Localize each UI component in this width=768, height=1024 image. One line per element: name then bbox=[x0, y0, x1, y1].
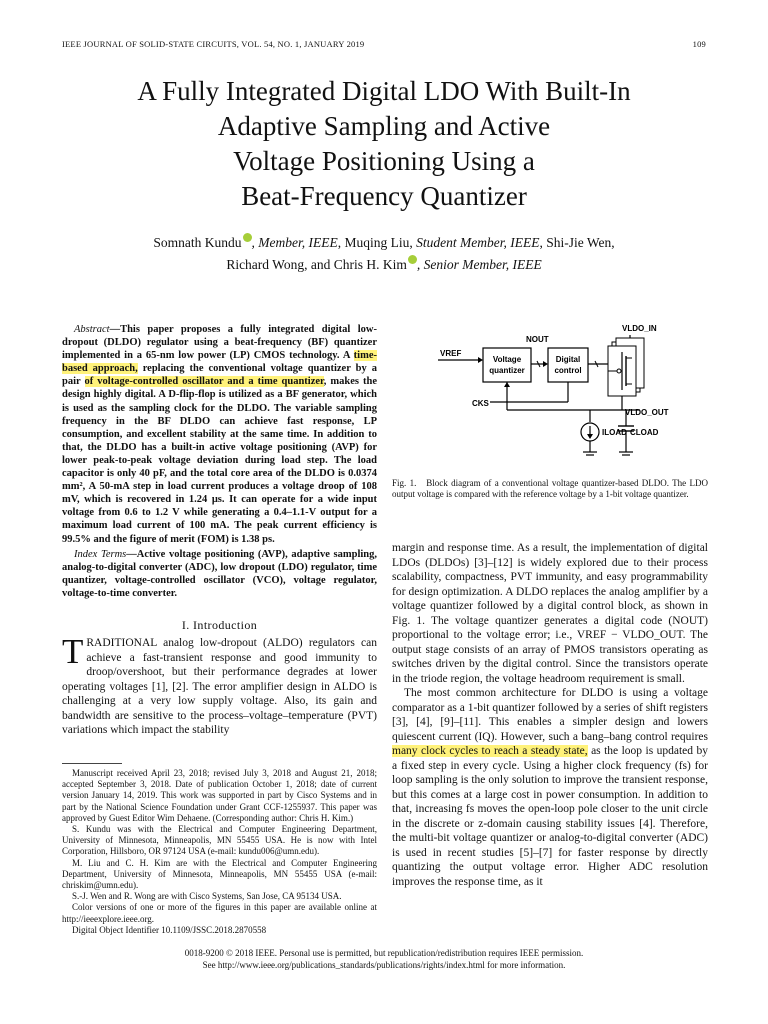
footnotes bbox=[62, 768, 377, 936]
abstract-label: Abstract bbox=[74, 324, 110, 335]
section-heading: I. Introduction bbox=[181, 618, 258, 632]
title-line: Voltage Positioning Using a bbox=[233, 146, 535, 176]
footnote: M. Liu and C. H. Kim are with the Electrical and Computer Engineering Department, University of Minnesota, Minneapolis, MN 55455 USA (e-mail: chriskim@umn.edu). bbox=[62, 857, 377, 891]
block-label: Digital bbox=[555, 355, 581, 364]
author-affiliation: , Senior Member, IEEE bbox=[416, 257, 542, 272]
right-column-text bbox=[392, 541, 708, 889]
orcid-icon[interactable] bbox=[243, 233, 252, 242]
footnote: Digital Object Identifier 10.1109/JSSC.2018.2870558 bbox=[72, 924, 267, 935]
figure-block-diagram bbox=[390, 318, 708, 478]
caption-label: Fig. 1. bbox=[392, 478, 417, 488]
author-name: Richard Wong, and Chris H. Kim bbox=[226, 257, 407, 272]
cload-label: CLOAD bbox=[630, 428, 659, 437]
page-number: 109 bbox=[692, 39, 706, 49]
intro-text: analog low-dropout (ALDO) regulators can achieve a fast-transient response and good immunity to droop/overshoot, but their performance degrades at lower operating voltages [1], [2]. The error amplifier design in ALDO is challenging at a very low supply voltage. Also, its gain and bandwidth are sensitive to the process–voltage–temperature (PVT) variations which impact the stability bbox=[62, 637, 377, 736]
permissions-line: See http://www.ieee.org/publications_standards/publications/rights/index.html for more information. bbox=[202, 959, 566, 970]
paper-title bbox=[0, 74, 768, 214]
author-affiliation: Student Member, IEEE bbox=[412, 235, 540, 250]
author-list bbox=[0, 232, 768, 276]
abstract-text: —This paper proposes a fully integrated digital low-dropout (DLDO) regulator using a beat-frequency (BF) quantizer implemented in a 65-nm low power (LP) CMOS technology. A bbox=[62, 324, 377, 362]
index-terms-text: —Active voltage positioning (AVP), adaptive sampling, analog-to-digital converter (ADC), low dropout (LDO) regulator, time quantizer, voltage-controlled oscillator (VCO), voltage regulator, voltage-to-time converter. bbox=[62, 548, 377, 599]
index-terms-label: Index Terms bbox=[74, 548, 127, 560]
author-affiliation: , Member, IEEE bbox=[251, 235, 338, 250]
footnote: Color versions of one or more of the figures in this paper are available online at http://ieeexplore.ieee.org. bbox=[62, 902, 377, 924]
block-label: control bbox=[554, 366, 582, 375]
paragraph: margin and response time. As a result, the implementation of digital LDOs (DLDOs) [3]–[12] is widely explored due to their process scalability, compactness, PVT immunity, and easy programmability for design optimization. A DLDO replaces the analog amplifier by a voltage quantizer followed by a digital control block, as shown in Fig. 1. The voltage quantizer generates a digital code (NOUT) proportional to the voltage error; i.e., VREF − VLDO_OUT. The output stage consists of an array of PMOS transistors operating as switches driven by the digital control. Since the transistors operate in the triode region, the voltage headroom requirement is small. bbox=[392, 542, 708, 685]
title-line: Beat-Frequency Quantizer bbox=[241, 181, 527, 211]
voltage-quantizer-block bbox=[483, 348, 531, 382]
orcid-icon[interactable] bbox=[408, 255, 417, 264]
intro-lead: RADITIONAL bbox=[86, 637, 157, 649]
running-header-journal: IEEE JOURNAL OF SOLID-STATE CIRCUITS, VOL. 54, NO. 1, JANUARY 2019 bbox=[62, 39, 365, 49]
nout-label: NOUT bbox=[526, 335, 549, 344]
author-name: , Shi-Jie Wen, bbox=[539, 235, 615, 250]
index-terms bbox=[62, 548, 377, 600]
footnote: Manuscript received April 23, 2018; revised July 3, 2018 and August 21, 2018; accepted September 3, 2018. Date of publication October 1, 2018; date of current version January 14, 2019. This work was supported in part by Cisco Systems and in part by the National Science Foundation under Grant CCF-1255937. This paper was approved by Guest Editor Wim Dehaene. (Corresponding author: Chris H. Kim.) bbox=[62, 768, 377, 823]
author-name: , Muqing Liu, bbox=[337, 235, 413, 250]
highlight: time-based approach, bbox=[62, 350, 377, 375]
copyright-line: 0018-9200 © 2018 IEEE. Personal use is permitted, but republication/redistribution requires IEEE permission. bbox=[184, 948, 584, 958]
figure-caption bbox=[392, 478, 708, 500]
digital-control-block bbox=[548, 348, 588, 382]
highlight: many clock cycles to reach a steady state, bbox=[392, 745, 588, 757]
title-line: Adaptive Sampling and Active bbox=[217, 111, 551, 141]
abstract-text: replacing the conventional voltage quantizer by a pair bbox=[62, 363, 377, 388]
iload-label: ILOAD bbox=[602, 428, 627, 437]
paragraph: The most common architecture for DLDO is using a voltage comparator as a 1-bit quantizer followed by a series of shift registers [3], [4], [9]–[11]. This enables a simpler design and lowers quiescent current (IQ). However, such a bang–bang control requires many clock cycles to reach a steady state, as the loop is updated by a fixed step in every cycle. Using a higher clock frequency (fs) for loop sampling is the only solution to improve the transient response, but this comes at a large cost in power consumption. In addition to that, increasing fs moves the open-loop pole closer to the unit circle in the discrete or z-domain causing stability issues [4]. Therefore, the multi-bit voltage quantizer or analog-to-digital converter (ADC) is used in recent studies [5]–[7] for faster response by directly quantizing the output voltage error. Higher ADC resolution improves the response time, as it bbox=[392, 687, 708, 888]
abstract bbox=[62, 323, 377, 600]
vldo-in-label: VLDO_IN bbox=[622, 324, 657, 333]
intro-paragraph bbox=[62, 632, 377, 738]
block-label: Voltage bbox=[492, 355, 522, 364]
cks-label: CKS bbox=[472, 399, 489, 408]
copyright-notice bbox=[0, 948, 768, 971]
drop-cap: T bbox=[62, 632, 84, 671]
highlight: of voltage-controlled oscillator and a time quantizer bbox=[84, 376, 324, 388]
footnote: S.-J. Wen and R. Wong are with Cisco Systems, San Jose, CA 95134 USA. bbox=[72, 891, 342, 902]
abstract-text: , makes the design highly digital. A D-flip-flop is utilized as a BF generator, which is used as the sampling clock for the DLDO. The variable sampling frequency in the BF DLDO can achieve fast response, LP consumption, and excellent stability at the same time. In addition to that, the DLDO has a built-in active voltage positioning (AVP) for lower peak-to-peak voltage deviation during load step. The load capacitor is only 40 pF, and the total core area of the DLDO is 0.0374 mm², A 50-mA step in load current produces a voltage droop of 108 mV, which is recovered in 1.24 μs. It can operate for a wide input voltage from 0.6 to 1.2 V while generating a 0.4–1.1-V output for a maximum load current of 100 mA. The peak current efficiency is 99.5% and the figure of merit (FOM) is 1.38 ps. bbox=[62, 376, 377, 545]
vref-label: VREF bbox=[440, 349, 462, 358]
block-label: quantizer bbox=[489, 366, 525, 375]
author-name: Somnath Kundu bbox=[153, 235, 242, 250]
caption-text: Block diagram of a conventional voltage quantizer-based DLDO. The LDO output voltage is compared with the reference voltage by a 1-bit voltage quantizer. bbox=[392, 478, 708, 500]
footnote-rule bbox=[62, 763, 122, 764]
vldo-out-label: VLDO_OUT bbox=[625, 408, 669, 417]
title-line: A Fully Integrated Digital LDO With Built-In bbox=[137, 76, 631, 106]
footnote: S. Kundu was with the Electrical and Computer Engineering Department, University of Minnesota, Minneapolis, MN 55455 USA. He is now with Intel Corporation, Hillsboro, OR 97124 USA (e-mail: kundu006@umn.edu). bbox=[62, 824, 377, 857]
